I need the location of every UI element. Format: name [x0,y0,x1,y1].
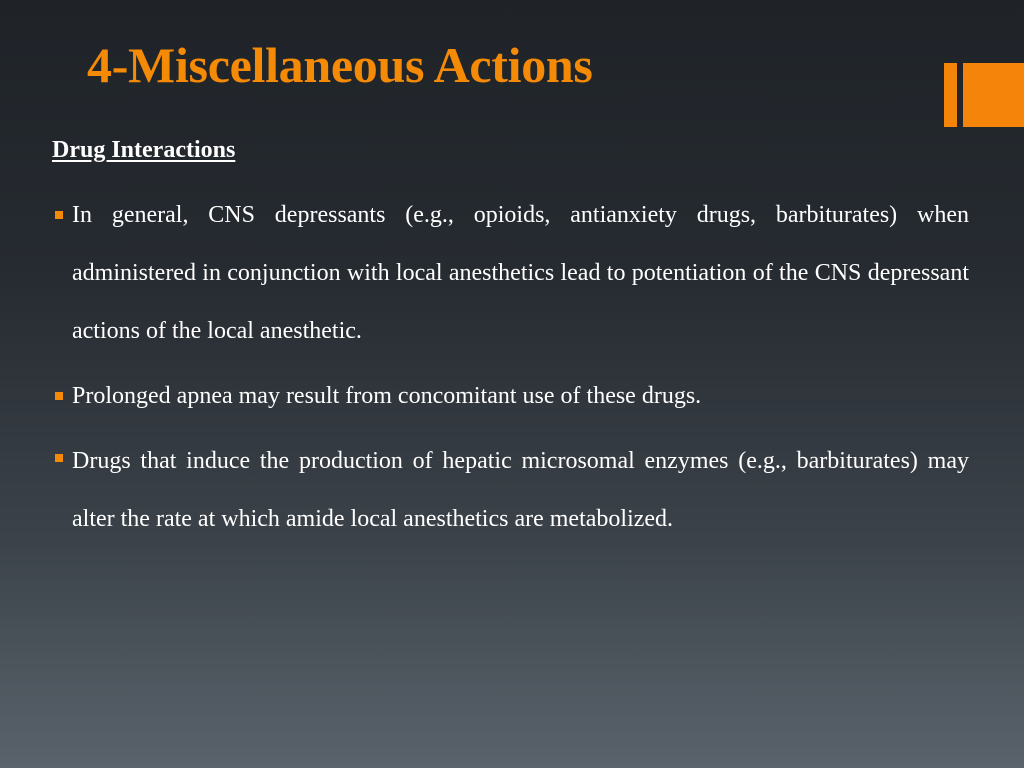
section-heading: Drug Interactions [52,137,236,163]
bullet-text: In general, CNS depressants (e.g., opioids, antianxiety drugs, barbiturates) when administered in conjunction with local anesthetics lead to potentiation of the CNS depressant actions of the local anesthetic. [72,202,969,344]
bullet-text: Drugs that induce the production of hepatic microsomal enzymes (e.g., barbiturates) may alter the rate at which amide local anesthetics are metabolized. [72,448,969,532]
square-bullet-icon [55,454,63,462]
bullet-item [52,367,969,425]
slide-title: 4-Miscellaneous Actions [87,37,593,93]
square-bullet-icon [55,211,63,219]
accent-bar-thin [944,63,957,127]
bullet-item [52,186,969,360]
bullet-item [52,432,969,548]
accent-bar-thick [963,63,1024,127]
bullet-text: Prolonged apnea may result from concomitant use of these drugs. [72,383,702,409]
square-bullet-icon [55,392,63,400]
